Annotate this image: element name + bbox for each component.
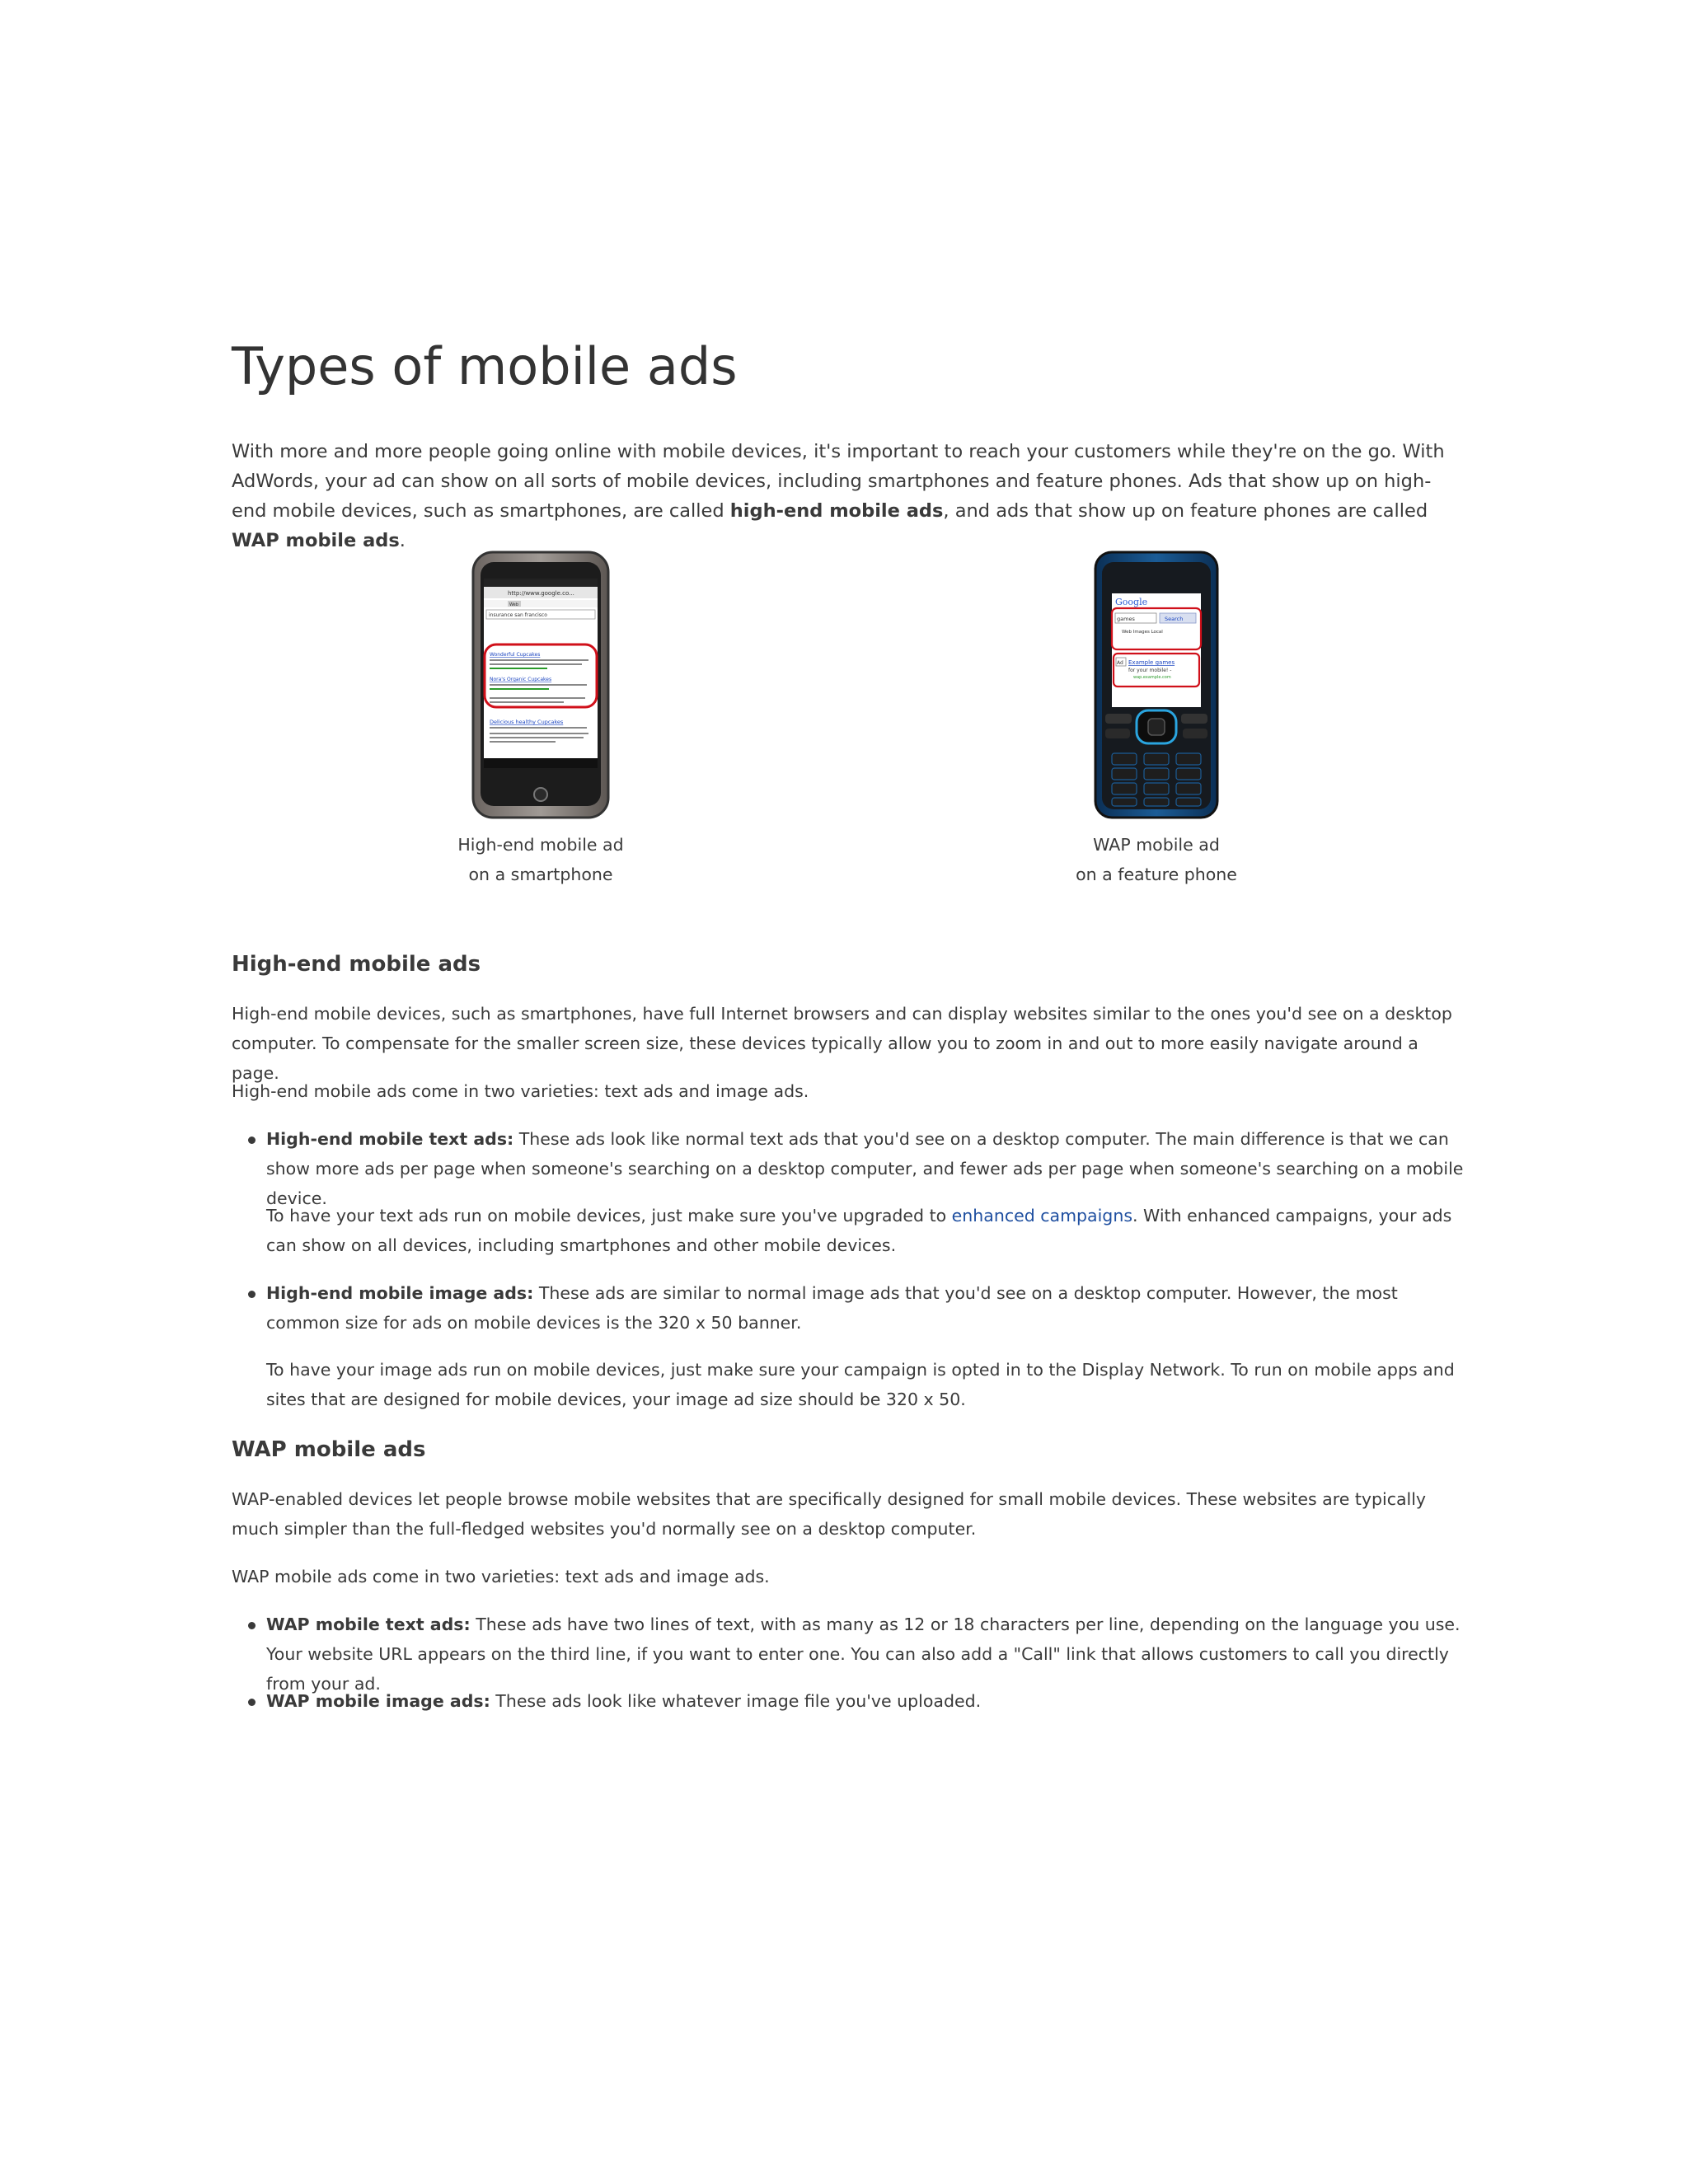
smartphone-caption-line1: High-end mobile ad (457, 835, 624, 855)
smartphone-search-text: insurance san francisco (489, 612, 547, 618)
feature-phone-caption-line1: WAP mobile ad (1093, 835, 1220, 855)
bullet-icon (248, 1699, 256, 1706)
highend-paragraph-1: High-end mobile devices, such as smartphones, have full Internet browsers and can display websites similar to the ones you'd see on a desktop computer. To compensate for the smaller screen size, these devices typically allow you to zoom in and out to more easily navigate around a page. (232, 1004, 1452, 1083)
feature-phone-tabs-text: Web Images Local (1122, 630, 1163, 635)
enhanced-campaigns-link[interactable]: enhanced campaigns (951, 1206, 1132, 1226)
heading-highend-mobile-ads: High-end mobile ads (232, 952, 481, 977)
wap-paragraph-2: WAP mobile ads come in two varieties: text ads and image ads. (232, 1567, 770, 1586)
highend-text-ads-sub-text-1: To have your text ads run on mobile devices, just make sure you've upgraded to (266, 1206, 952, 1226)
feature-phone-ad-title: Example games (1128, 659, 1175, 666)
wap-text-ads-label: WAP mobile text ads: (266, 1615, 471, 1634)
feature-phone-logo-text: Google (1115, 597, 1148, 607)
smartphone-illustration (471, 551, 610, 819)
wap-text-ads-item (266, 1610, 1464, 1699)
feature-phone-ad-line: for your mobile! - (1128, 668, 1172, 673)
heading-wap-mobile-ads: WAP mobile ads (232, 1437, 426, 1462)
highend-paragraph-2: High-end mobile ads come in two varieties: text ads and image ads. (232, 1081, 809, 1101)
smartphone-result1: Wonderful Cupcakes (490, 652, 541, 658)
feature-phone-ad-badge: Ad (1117, 660, 1123, 666)
intro-bold-wap: WAP mobile ads (232, 530, 400, 551)
feature-phone-caption (1033, 830, 1280, 889)
wap-image-ads-text: These ads look like whatever image file you've uploaded. (490, 1691, 982, 1711)
highend-text-ads-subparagraph (266, 1201, 1464, 1260)
wap-text-ads-text: These ads have two lines of text, with as many as 12 or 18 characters per line, depending on the language you use. Your website URL appears on the third line, if you want to enter one. You can also add a "Call" link that allows customers to call you directly from your ad. (266, 1615, 1461, 1694)
smartphone-caption-line2: on a smartphone (468, 865, 613, 884)
smartphone-tab-text: Web (509, 602, 518, 607)
highend-text-ads-sub-text-2: . With enhanced campaigns, your ads can show on all devices, including smartphones and other mobile devices. (266, 1206, 1452, 1255)
smartphone-url-text: http://www.google.co... (508, 590, 574, 597)
highend-image-ads-text: These ads are similar to normal image ads that you'd see on a desktop computer. However, the most common size for ads on mobile devices is the 320 x 50 banner. (266, 1283, 1398, 1333)
intro-text-3: . (399, 530, 406, 551)
highend-text-ads-item (266, 1124, 1464, 1213)
highend-image-ads-subparagraph: To have your image ads run on mobile devices, just make sure your campaign is opted in to the Display Network. To run on mobile apps and sites that are designed for mobile devices, your image ad size should be 320 x 50. (266, 1360, 1455, 1409)
intro-bold-highend: high-end mobile ads (729, 500, 944, 522)
feature-phone-illustration (1094, 551, 1219, 819)
feature-phone-search-button-text: Search (1165, 616, 1184, 622)
feature-phone-image (1094, 551, 1219, 823)
feature-phone-search-text: games (1117, 616, 1135, 622)
highend-text-ads-text: These ads look like normal text ads that you'd see on a desktop computer. The main difference is that we can show more ads per page when someone's searching on a desktop computer, and fewer ads per page when someone's searching on a mobile device. (266, 1129, 1464, 1208)
smartphone-image (471, 551, 610, 823)
highend-text-ads-label: High-end mobile text ads: (266, 1129, 514, 1149)
highend-image-ads-item (266, 1278, 1464, 1338)
feature-phone-caption-line2: on a feature phone (1076, 865, 1237, 884)
smartphone-result3: Delicious healthy Cupcakes (490, 719, 564, 725)
highend-image-ads-label: High-end mobile image ads: (266, 1283, 534, 1303)
page-title: Types of mobile ads (232, 336, 738, 396)
intro-paragraph (232, 437, 1464, 555)
wap-image-ads-item (266, 1686, 1464, 1716)
smartphone-result2: Nora's Organic Cupcakes (490, 677, 552, 682)
wap-image-ads-label: WAP mobile image ads: (266, 1691, 490, 1711)
wap-paragraph-1: WAP-enabled devices let people browse mobile websites that are specifically designed for small mobile devices. These websites are typically much simpler than the full-fledged websites you'd normally see on a desktop computer. (232, 1489, 1427, 1539)
bullet-icon (248, 1137, 256, 1144)
smartphone-caption (417, 830, 664, 889)
intro-text-1: With more and more people going online with mobile devices, it's important to reach your customers while they're on the go. With AdWords, your ad can show on all sorts of mobile devices, including smartphones and feature phones. Ads that show up on high-end mobile devices, such as smartphones, are called (232, 441, 1445, 522)
bullet-icon (248, 1291, 256, 1298)
intro-text-2: , and ads that show up on feature phones are called (943, 500, 1428, 522)
bullet-icon (248, 1622, 256, 1629)
feature-phone-ad-url: wap.example.com (1133, 675, 1171, 680)
